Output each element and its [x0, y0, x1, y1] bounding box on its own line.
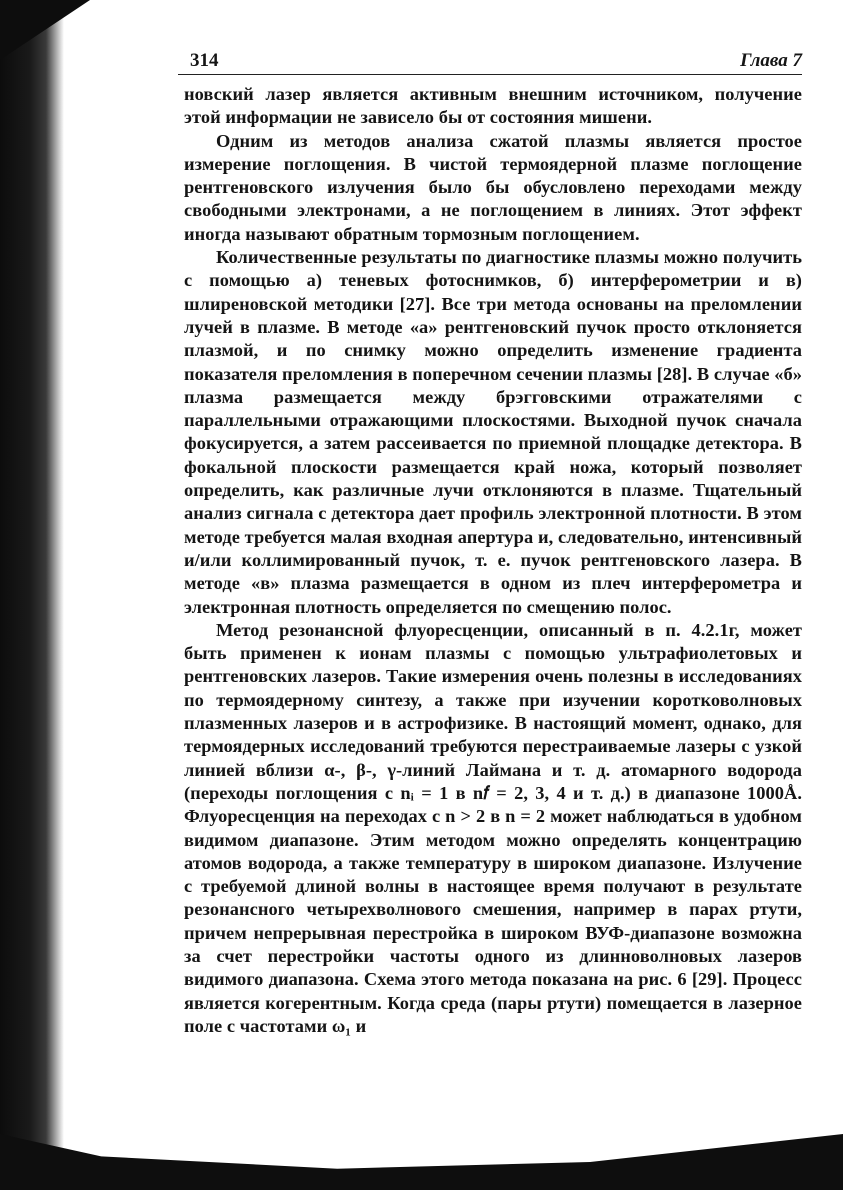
book-page — [178, 44, 802, 1038]
body-text — [178, 83, 802, 1038]
chapter-label: Глава 7 — [740, 50, 802, 71]
page-number: 314 — [190, 50, 219, 71]
paragraph-resonance-fluorescence: Метод резонансной флуоресценции, описанный в п. 4.2.1г, может быть применен к ионам плазмы с помощью ультрафиолетовых и рентгеновских лазеров. Такие измерения очень полезны в исследованиях по термоядерному синтезу, а также при изучении коротковолновых плазменных лазеров и в астрофизике. В настоящий момент, однако, для термоядерных исследований требуются перестраиваемые лазеры с узкой линией вблизи α-, β-, γ-линий Лаймана и т. д. атомарного водорода (переходы поглощения с nᵢ = 1 в n𝑓 = 2, 3, 4 и т. д.) в диапазоне 1000Å. Флуоресценция на переходах с n > 2 в n = 2 может наблюдаться в удобном видимом диапазоне. Этим методом можно определять концентрацию атомов водорода, а также температуру в широком диапазоне. Излучение с требуемой длиной волны в настоящее время получают в результате резонансного четырехволнового смешения, например в парах ртути, причем непрерывная перестройка в широком ВУФ-диапазоне возможна за счет перестройки частоты одного из длинноволновых лазеров видимого диапазона. Схема этого метода показана на рис. 6 [29]. Процесс является когерентным. Когда среда (пары ртути) помещается в лазерное поле с частотами ω₁ и — [184, 619, 802, 1036]
scan-shadow-bottom — [0, 1134, 843, 1190]
scan-shadow-left — [0, 0, 64, 1190]
running-head — [178, 44, 802, 75]
paragraph-continued: новский лазер является активным внешним источником, получение этой информации не зависело бы от состояния мишени. — [184, 84, 802, 128]
paragraph-diagnostics: Количественные результаты по диагностике плазмы можно получить с помощью а) теневых фотоснимков, б) интерферометрии и в) шлиреновской методики [27]. Все три метода основаны на преломлении лучей в плазме. В методе «а» рентгеновский пучок просто отклоняется плазмой, и по снимку можно определить изменение градиента показателя преломления в поперечном сечении плазмы [28]. В случае «б» плазма размещается между брэгговскими отражателями с параллельными отражающими плоскостями. Выходной пучок сначала фокусируется, а затем рассеивается по приемной площадке детектора. В фокальной плоскости размещается край ножа, который позволяет определить, как различные лучи отклоняются в плазме. Тщательный анализ сигнала с детектора дает профиль электронной плотности. В этом методе требуется малая входная апертура и, следовательно, интенсивный и/или коллимированный пучок, т. е. пучок рентгеновского лазера. В методе «в» плазма размещается в одном из плеч интерферометра и электронная плотность определяется по смещению полос. — [184, 247, 802, 617]
paragraph-absorption: Одним из методов анализа сжатой плазмы является простое измерение поглощения. В чистой термоядерной плазме поглощение рентгеновского излучения было бы обусловлено переходами между свободными электронами, а не поглощением в линиях. Этот эффект иногда называют обратным тормозным поглощением. — [184, 130, 802, 244]
scan-shadow-top — [0, 0, 90, 60]
